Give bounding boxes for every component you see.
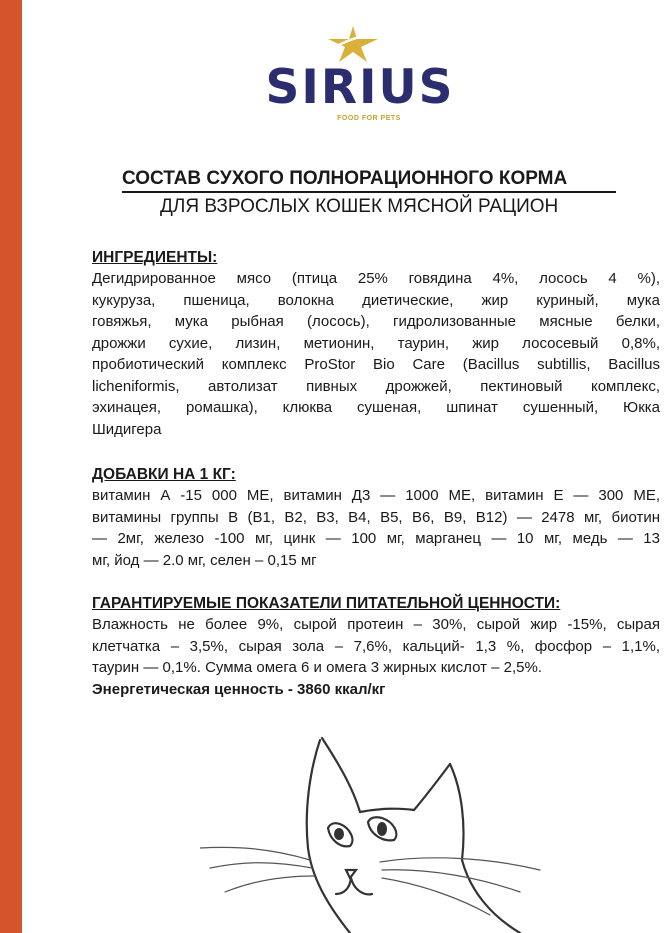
nutrition-section	[92, 594, 660, 700]
additives-line: мг, йод — 2.0 мг, селен – 0,15 мг	[92, 551, 317, 569]
additives-line: витамины группы В (В1, В2, В3, В4, В5, В6, В9, В12) — 2478 мг, биотин	[92, 508, 660, 526]
ingredients-line: кукуруза, пшеница, волокна диетические, жир куриный, мука	[92, 291, 660, 309]
side-stripe	[0, 0, 22, 933]
brand-name: SIRIUS	[265, 60, 455, 115]
nutrition-heading: ГАРАНТИРУЕМЫЕ ПОКАЗАТЕЛИ ПИТАТЕЛЬНОЙ ЦЕННОСТИ:	[92, 595, 561, 612]
star-icon	[326, 24, 380, 64]
ingredients-line: licheniformis, автолизат пивных дрожжей, пектиновый комплекс,	[92, 377, 660, 395]
brand-tagline: FOOD FOR PETS	[337, 115, 401, 122]
nutrition-line: таурин — 0,1%. Сумма омега 6 и омега 3 жирных кислот – 2,5%.	[92, 659, 542, 676]
nutrition-text	[92, 614, 660, 679]
additives-line: — 2мг, железо -100 мг, цинк — 100 мг, марганец — 10 мг, медь — 13	[92, 530, 660, 547]
additives-text	[92, 485, 660, 571]
ingredients-line: Шидигера	[92, 420, 162, 438]
additives-section	[92, 465, 660, 571]
cat-face-icon	[200, 730, 672, 933]
ingredients-line: говяжья, мука рыбная (лосось), гидролизованные мясные белки,	[92, 313, 660, 330]
ingredients-text	[92, 268, 660, 440]
additives-heading: ДОБАВКИ НА 1 КГ:	[92, 466, 236, 483]
nutrition-line: клетчатка – 3,5%, сырая зола – 7,6%, кальций- 1,3 %, фосфор – 1,1%,	[92, 637, 660, 655]
ingredients-line: эхинацея, ромашка), клюква сушеная, шпинат сушенный, Юкка	[92, 399, 660, 416]
brand-logo	[258, 22, 462, 132]
ingredients-heading: ИНГРЕДИЕНТЫ:	[92, 249, 218, 266]
energy-value: Энергетическая ценность - 3860 ккал/кг	[92, 680, 386, 698]
ingredients-line: дрожжи сухие, лизин, метионин, таурин, жир лососевый 0,8%,	[92, 334, 660, 352]
page-subtitle: ДЛЯ ВЗРОСЛЫХ КОШЕК МЯСНОЙ РАЦИОН	[160, 196, 559, 217]
additives-line: витамин А -15 000 МЕ, витамин Д3 — 1000 МЕ, витамин Е — 300 МЕ,	[92, 487, 660, 504]
page-title: СОСТАВ СУХОГО ПОЛНОРАЦИОННОГО КОРМА	[122, 168, 616, 193]
nutrition-line: Влажность не более 9%, сырой протеин – 30%, сырой жир -15%, сырая	[92, 616, 660, 633]
ingredients-line: пробиотический комплекс ProStor Bio Care (Bacillus subtillis, Bacillus	[92, 356, 660, 373]
ingredients-section	[92, 248, 660, 440]
ingredients-line: Дегидрированное мясо (птица 25% говядина 4%, лосось 4 %),	[92, 270, 660, 287]
